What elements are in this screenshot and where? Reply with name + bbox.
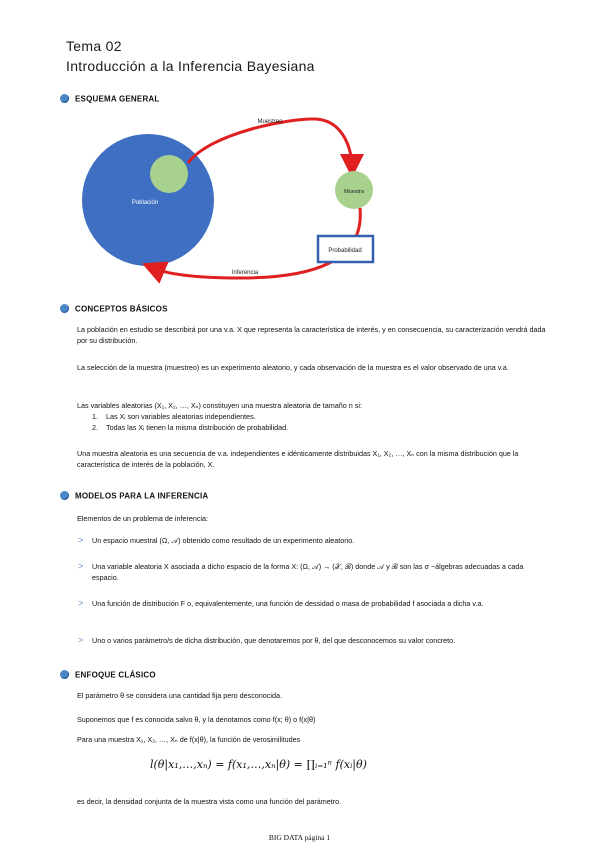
inference-label: Inferencia	[231, 270, 259, 276]
section-title: MODELOS PARA LA INFERENCIA	[75, 491, 209, 501]
population-label: Población	[131, 200, 159, 206]
list-item	[78, 635, 552, 646]
list-item	[78, 535, 552, 546]
modelos-intro: Elementos de un problema de inferencia:	[77, 514, 209, 523]
section-enfoque	[60, 670, 156, 679]
chevron-right-icon: >	[78, 561, 84, 571]
list-number: 1.	[92, 412, 98, 421]
section-bullet-icon	[60, 491, 69, 500]
section-title: ESQUEMA GENERAL	[75, 94, 160, 104]
conceptos-paragraph-3: Las variables aleatorias (X₁, X₂, …, Xₙ) constituyen una muestra aleatoria de tamaño n si:	[77, 401, 362, 410]
section-bullet-icon	[60, 670, 69, 679]
sample-label: Muestra	[344, 189, 364, 195]
list-text: Uno o varios parámetro/s de dicha distribución, que denotaremos por θ, del que desconocemos su valor concreto.	[92, 636, 456, 645]
list-number: 2.	[92, 423, 98, 432]
list-text: Un espacio muestral (Ω, 𝒜) obtenido como resultado de un experimento aleatorio.	[92, 536, 355, 545]
list-text: Todas las Xᵢ tienen la misma distribución de probabilidad.	[106, 423, 289, 432]
page-title: Tema 02	[66, 38, 122, 54]
chevron-right-icon: >	[78, 635, 84, 645]
section-title: ENFOQUE CLÁSICO	[75, 670, 156, 680]
section-conceptos	[60, 304, 168, 313]
list-item	[78, 598, 552, 609]
page-subtitle: Introducción a la Inferencia Bayesiana	[66, 58, 315, 74]
enfoque-paragraph-1: El parámetro θ se considera una cantidad fija pero desconocida.	[77, 691, 282, 700]
conceptos-paragraph-4: Una muestra aleatoria es una secuencia de v.a. independientes e idénticamente distribuidas X₁, X₂, …, Xₙ con la misma distribución que la característica de interés de la población, X.	[77, 449, 519, 469]
section-modelos	[60, 491, 208, 500]
enfoque-paragraph-3: Para una muestra X₁, X₂, …, Xₙ de f(x|θ), la función de verosimilitudes	[77, 735, 301, 744]
chevron-right-icon: >	[78, 535, 84, 545]
likelihood-formula: l(θ|x₁,…,xₙ) = f(x₁,…,xₙ|θ) = ∏ᵢ₌₁ⁿ f(xᵢ|θ)	[150, 758, 367, 771]
inference-diagram	[60, 108, 480, 293]
list-text: Las Xᵢ son variables aleatorias independientes.	[106, 412, 256, 421]
list-text: Una variable aleatoria X asociada a dicho espacio de la forma X: (Ω, 𝒜) → (𝒳, ℬ) donde 𝒜 y ℬ son las σ −álgebras adecuadas a cada espacio.	[92, 562, 524, 582]
section-bullet-icon	[60, 304, 69, 313]
sample-in-population-circle	[150, 155, 188, 193]
conceptos-paragraph-2: La selección de la muestra (muestreo) es un experimento aleatorio, y cada observación de la muestra es el valor observado de una v.a.	[77, 363, 509, 372]
sampling-arrow	[188, 119, 352, 166]
list-item	[78, 561, 552, 583]
enfoque-paragraph-4: es decir, la densidad conjunta de la muestra vista como una función del parámetro.	[77, 797, 342, 806]
probability-label: Probabilidad	[328, 248, 362, 254]
list-item	[92, 411, 552, 422]
conceptos-paragraph-1: La población en estudio se describirá por una v.a. X que representa la característica de interés, y en consecuencia, su caracterización vendrá dada por su distribución.	[77, 325, 546, 345]
list-text: Una función de distribución F o, equivalentemente, una función de dessidad o masa de probabilidad f asociada a dicha v.a.	[92, 599, 484, 608]
enfoque-paragraph-2: Suponemos que f es conocida salvo θ, y la denotamos como f(x; θ) o f(x|θ)	[77, 715, 316, 724]
sampling-label: Muestreo	[257, 119, 283, 125]
section-esquema	[60, 94, 160, 103]
page-footer: BIG DATA página 1	[268, 833, 331, 842]
section-title: CONCEPTOS BÁSICOS	[75, 304, 168, 314]
chevron-right-icon: >	[78, 598, 84, 608]
section-bullet-icon	[60, 94, 69, 103]
list-item	[92, 422, 552, 433]
